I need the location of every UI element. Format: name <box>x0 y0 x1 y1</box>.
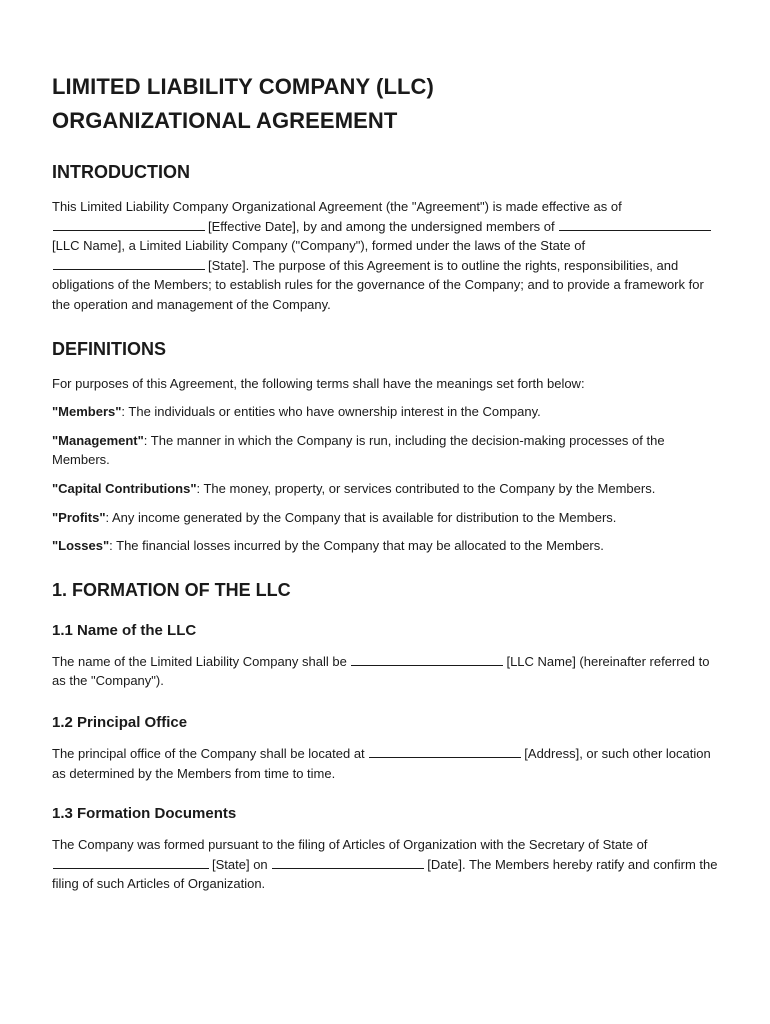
document-title <box>52 70 718 138</box>
introduction-text-4: [State]. The purpose of this Agreement is to outline the rights, responsibilities, and obligations of the Members; to establish rules for the governance of the Company; and to provide a framework for the operation and management of the Company. <box>52 257 704 312</box>
llc-name-blank <box>559 218 711 231</box>
definition-text: : The money, property, or services contributed to the Company by the Members. <box>196 480 656 496</box>
definition-text: : The individuals or entities who have ownership interest in the Company. <box>121 404 541 420</box>
effective-date-blank <box>53 218 205 231</box>
name-of-llc-paragraph <box>52 652 718 691</box>
introduction-heading: INTRODUCTION <box>52 162 190 182</box>
definition-term: "Profits" <box>52 509 106 525</box>
introduction-paragraph <box>52 197 718 315</box>
title-line-2: ORGANIZATIONAL AGREEMENT <box>52 108 398 133</box>
definition-profits <box>52 508 718 528</box>
definitions-heading: DEFINITIONS <box>52 338 167 359</box>
definition-text: : The financial losses incurred by the Company that may be allocated to the Members. <box>109 538 604 554</box>
introduction-text-2: [Effective Date], by and among the undersigned members of <box>208 218 555 234</box>
address-blank <box>369 745 521 758</box>
office-text-2: [Address], or such other location as determined by the Members from time to time. <box>52 745 711 781</box>
introduction-text-3: [LLC Name], a Limited Liability Company ("Company"), formed under the laws of the State of <box>52 238 586 254</box>
office-text-1: The principal office of the Company shall be located at <box>52 745 365 761</box>
definitions-intro: For purposes of this Agreement, the following terms shall have the meanings set forth below: <box>52 375 585 391</box>
definition-losses <box>52 536 718 556</box>
definition-members <box>52 402 718 422</box>
definition-term: "Members" <box>52 404 122 420</box>
documents-text-3: [Date]. The Members hereby ratify and confirm the filing of such Articles of Organization. <box>52 856 718 892</box>
formation-documents-paragraph <box>52 835 718 894</box>
definition-term: "Management" <box>52 432 144 448</box>
documents-text-1: The Company was formed pursuant to the filing of Articles of Organization with the Secretary of State of <box>52 837 648 853</box>
formation-heading: 1. FORMATION OF THE LLC <box>52 579 291 600</box>
introduction-text-1: This Limited Liability Company Organizational Agreement (the "Agreement") is made effective as of <box>52 199 622 214</box>
llc-name-blank <box>351 653 503 666</box>
principal-office-paragraph <box>52 744 718 783</box>
name-of-llc-heading: 1.1 Name of the LLC <box>52 621 197 639</box>
definition-text: : Any income generated by the Company that is available for distribution to the Members. <box>105 509 617 525</box>
definition-management <box>52 431 718 470</box>
definition-text: : The manner in which the Company is run, including the decision-making processes of the Members. <box>52 432 665 468</box>
principal-office-heading: 1.2 Principal Office <box>52 713 188 731</box>
date-blank <box>272 856 424 869</box>
name-text-1: The name of the Limited Liability Company shall be <box>52 653 347 669</box>
definition-capital-contributions <box>52 479 718 499</box>
documents-text-2: [State] on <box>212 856 268 872</box>
formation-documents-heading: 1.3 Formation Documents <box>52 805 237 823</box>
state-blank <box>53 856 209 869</box>
title-line-1: LIMITED LIABILITY COMPANY (LLC) <box>52 74 434 99</box>
definition-term: "Capital Contributions" <box>52 480 197 496</box>
definition-term: "Losses" <box>52 538 110 554</box>
name-text-2: [LLC Name] (hereinafter referred to as the "Company"). <box>52 653 710 689</box>
state-blank <box>53 257 205 270</box>
